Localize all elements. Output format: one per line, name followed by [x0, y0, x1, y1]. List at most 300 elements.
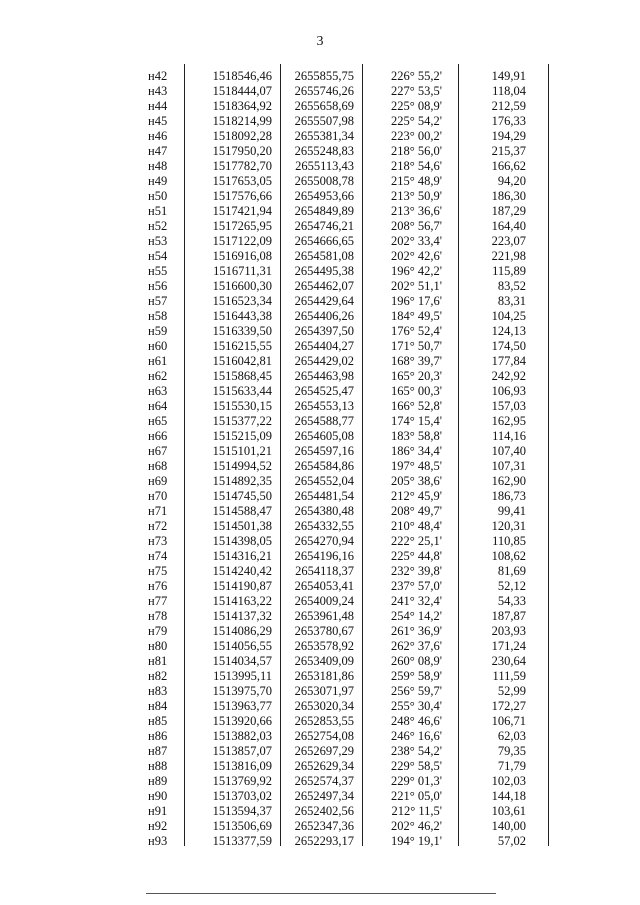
coord-y-cell: 2654196,16: [294, 549, 354, 563]
distance-cell: 157,03: [491, 399, 526, 413]
direction-angle-cell: 241° 32,4': [390, 594, 442, 608]
coord-y-cell: 2652293,17: [294, 834, 354, 848]
table-row: [124, 473, 548, 489]
distance-cell: 62,03: [497, 729, 526, 743]
table-row: [124, 488, 548, 504]
coord-y-cell: 2655008,78: [294, 174, 354, 188]
coord-y-cell: 2654270,94: [294, 534, 354, 548]
coord-x-cell: 1516523,34: [212, 294, 272, 308]
coord-y-cell: 2654397,50: [294, 324, 354, 338]
distance-cell: 166,62: [491, 159, 526, 173]
distance-cell: 108,62: [491, 549, 526, 563]
coord-y-cell: 2655248,83: [294, 144, 354, 158]
distance-cell: 103,61: [491, 804, 526, 818]
table-row: [124, 548, 548, 564]
coord-x-cell: 1513506,69: [212, 819, 272, 833]
table-row: [124, 623, 548, 639]
coord-x-cell: 1517265,95: [212, 219, 272, 233]
coord-y-cell: 2654429,64: [294, 294, 354, 308]
coord-y-cell: 2655855,75: [294, 69, 354, 83]
page-number: 3: [316, 34, 324, 49]
point-id-cell: н91: [148, 804, 168, 818]
table-row: [124, 683, 548, 699]
point-id-cell: н55: [148, 264, 168, 278]
coord-y-cell: 2654849,89: [294, 204, 354, 218]
point-id-cell: н87: [148, 744, 168, 758]
distance-cell: 144,18: [491, 789, 526, 803]
coord-x-cell: 1514316,21: [212, 549, 272, 563]
table-row: [124, 308, 548, 324]
coord-x-cell: 1513594,37: [212, 804, 272, 818]
direction-angle-cell: 237° 57,0': [390, 579, 442, 593]
distance-cell: 52,99: [497, 684, 526, 698]
distance-cell: 124,13: [491, 324, 526, 338]
table-row: [124, 368, 548, 384]
coord-y-cell: 2652697,29: [294, 744, 354, 758]
coord-x-cell: 1516711,31: [213, 264, 272, 278]
coord-y-cell: 2652629,34: [294, 759, 354, 773]
coord-x-cell: 1513816,09: [212, 759, 272, 773]
coord-y-cell: 2654429,02: [294, 354, 354, 368]
coord-x-cell: 1516916,08: [212, 249, 272, 263]
direction-angle-cell: 202° 33,4': [390, 234, 442, 248]
point-id-cell: н66: [148, 429, 168, 443]
coord-y-cell: 2654463,98: [294, 369, 354, 383]
distance-cell: 176,33: [491, 114, 526, 128]
table-row: [124, 653, 548, 669]
coord-x-cell: 1513920,66: [212, 714, 272, 728]
distance-cell: 203,93: [491, 624, 526, 638]
table-row: [124, 728, 548, 744]
point-id-cell: н79: [148, 624, 168, 638]
distance-cell: 79,35: [497, 744, 526, 758]
distance-cell: 174,50: [491, 339, 526, 353]
table-row: [124, 203, 548, 219]
distance-cell: 194,29: [491, 129, 526, 143]
direction-angle-cell: 202° 42,6': [390, 249, 442, 263]
table-row: [124, 608, 548, 624]
point-id-cell: н58: [148, 309, 168, 323]
distance-cell: 186,30: [491, 189, 526, 203]
point-id-cell: н68: [148, 459, 168, 473]
bottom-rule: [146, 893, 496, 894]
point-id-cell: н59: [148, 324, 168, 338]
point-id-cell: н47: [148, 144, 168, 158]
point-id-cell: н45: [148, 114, 168, 128]
point-id-cell: н43: [148, 84, 168, 98]
coord-y-cell: 2654584,86: [294, 459, 354, 473]
direction-angle-cell: 262° 37,6': [390, 639, 442, 653]
distance-cell: 164,40: [491, 219, 526, 233]
table-row: [124, 788, 548, 804]
point-id-cell: н51: [148, 204, 168, 218]
point-id-cell: н81: [148, 654, 168, 668]
distance-cell: 115,89: [492, 264, 526, 278]
distance-cell: 149,91: [491, 69, 526, 83]
point-id-cell: н76: [148, 579, 168, 593]
direction-angle-cell: 218° 54,6': [390, 159, 442, 173]
point-id-cell: н80: [148, 639, 168, 653]
point-id-cell: н44: [148, 99, 168, 113]
direction-angle-cell: 229° 01,3': [390, 774, 442, 788]
direction-angle-cell: 223° 00,2': [390, 129, 442, 143]
coord-x-cell: 1515101,21: [212, 444, 272, 458]
point-id-cell: н88: [148, 759, 168, 773]
coord-x-cell: 1514501,38: [212, 519, 272, 533]
point-id-cell: н62: [148, 369, 168, 383]
coord-x-cell: 1514745,50: [212, 489, 272, 503]
coord-y-cell: 2652574,37: [294, 774, 354, 788]
coord-y-cell: 2652754,08: [294, 729, 354, 743]
coord-x-cell: 1514398,05: [212, 534, 272, 548]
point-id-cell: н67: [148, 444, 168, 458]
coord-y-cell: 2653071,97: [294, 684, 354, 698]
table-row: [124, 128, 548, 144]
direction-angle-cell: 221° 05,0': [390, 789, 442, 803]
distance-cell: 99,41: [497, 504, 526, 518]
coord-y-cell: 2654588,77: [294, 414, 354, 428]
direction-angle-cell: 222° 25,1': [390, 534, 442, 548]
coord-y-cell: 2654525,47: [294, 384, 354, 398]
point-id-cell: н48: [148, 159, 168, 173]
coord-x-cell: 1514892,35: [212, 474, 272, 488]
point-id-cell: н83: [148, 684, 168, 698]
table-row: [124, 638, 548, 654]
distance-cell: 106,93: [491, 384, 526, 398]
table-row: [124, 338, 548, 354]
coord-y-cell: 2654553,13: [294, 399, 354, 413]
coord-y-cell: 2654495,38: [294, 264, 354, 278]
direction-angle-cell: 166° 52,8': [390, 399, 442, 413]
coord-x-cell: 1514034,57: [212, 654, 272, 668]
point-id-cell: н85: [148, 714, 168, 728]
distance-cell: 83,52: [497, 279, 526, 293]
direction-angle-cell: 174° 15,4': [390, 414, 442, 428]
direction-angle-cell: 218° 56,0': [390, 144, 442, 158]
point-id-cell: н86: [148, 729, 168, 743]
direction-angle-cell: 238° 54,2': [390, 744, 442, 758]
coord-x-cell: 1513377,59: [212, 834, 272, 848]
point-id-cell: н61: [148, 354, 168, 368]
direction-angle-cell: 212° 45,9': [390, 489, 442, 503]
point-id-cell: н82: [148, 669, 168, 683]
coord-x-cell: 1514137,32: [212, 609, 272, 623]
coord-x-cell: 1515377,22: [212, 414, 272, 428]
table-row: [124, 773, 548, 789]
table-row: [124, 713, 548, 729]
table-row: [124, 563, 548, 579]
direction-angle-cell: 176° 52,4': [390, 324, 442, 338]
distance-cell: 177,84: [491, 354, 526, 368]
coord-y-cell: 2654009,24: [294, 594, 354, 608]
point-id-cell: н42: [148, 69, 168, 83]
coord-x-cell: 1515215,09: [212, 429, 272, 443]
coord-y-cell: 2655381,34: [294, 129, 354, 143]
coord-x-cell: 1513703,02: [212, 789, 272, 803]
table-row: [124, 173, 548, 189]
coord-x-cell: 1517950,20: [212, 144, 272, 158]
point-id-cell: н75: [148, 564, 168, 578]
coord-x-cell: 1517122,09: [212, 234, 272, 248]
distance-cell: 223,07: [491, 234, 526, 248]
distance-cell: 230,64: [491, 654, 526, 668]
coord-y-cell: 2654118,37: [295, 564, 354, 578]
direction-angle-cell: 232° 39,8': [390, 564, 442, 578]
coord-x-cell: 1515530,15: [212, 399, 272, 413]
distance-cell: 107,40: [491, 444, 526, 458]
distance-cell: 106,71: [491, 714, 526, 728]
table-row: [124, 353, 548, 369]
coord-y-cell: 2652402,56: [294, 804, 354, 818]
point-id-cell: н72: [148, 519, 168, 533]
coord-x-cell: 1518092,28: [212, 129, 272, 143]
coord-y-cell: 2653020,34: [294, 699, 354, 713]
point-id-cell: н52: [148, 219, 168, 233]
table-row: [124, 98, 548, 114]
coord-x-cell: 1513975,70: [212, 684, 272, 698]
coord-x-cell: 1517782,70: [212, 159, 272, 173]
coord-y-cell: 2655658,69: [294, 99, 354, 113]
coord-y-cell: 2654666,65: [294, 234, 354, 248]
coord-y-cell: 2655507,98: [294, 114, 354, 128]
distance-cell: 118,04: [492, 84, 526, 98]
direction-angle-cell: 246° 16,6': [390, 729, 442, 743]
point-id-cell: н57: [148, 294, 168, 308]
coord-y-cell: 2654462,07: [294, 279, 354, 293]
coord-x-cell: 1514190,87: [212, 579, 272, 593]
point-id-cell: н93: [148, 834, 168, 848]
coord-y-cell: 2654332,55: [294, 519, 354, 533]
coord-y-cell: 2653578,92: [294, 639, 354, 653]
coord-x-cell: 1517653,05: [212, 174, 272, 188]
direction-angle-cell: 196° 42,2': [390, 264, 442, 278]
coord-x-cell: 1514240,42: [212, 564, 272, 578]
coord-y-cell: 2653409,09: [294, 654, 354, 668]
table-row: [124, 803, 548, 819]
coord-x-cell: 1514086,29: [212, 624, 272, 638]
coord-y-cell: 2655113,43: [295, 159, 354, 173]
distance-cell: 71,79: [497, 759, 526, 773]
table-row: [124, 593, 548, 609]
distance-cell: 162,90: [491, 474, 526, 488]
coord-y-cell: 2654597,16: [294, 444, 354, 458]
table-row: [124, 458, 548, 474]
coord-x-cell: 1513882,03: [212, 729, 272, 743]
table-row: [124, 578, 548, 594]
direction-angle-cell: 202° 51,1': [390, 279, 442, 293]
coord-y-cell: 2654953,66: [294, 189, 354, 203]
table-row: [124, 248, 548, 264]
coord-y-cell: 2654746,21: [294, 219, 354, 233]
table-row: [124, 503, 548, 519]
direction-angle-cell: 212° 11,5': [391, 804, 442, 818]
coord-x-cell: 1514588,47: [212, 504, 272, 518]
coord-x-cell: 1518444,07: [212, 84, 272, 98]
distance-cell: 186,73: [491, 489, 526, 503]
direction-angle-cell: 226° 55,2': [390, 69, 442, 83]
direction-angle-cell: 261° 36,9': [390, 624, 442, 638]
point-id-cell: н64: [148, 399, 168, 413]
distance-cell: 242,92: [491, 369, 526, 383]
coord-y-cell: 2652347,36: [294, 819, 354, 833]
coordinates-table: [124, 64, 548, 846]
direction-angle-cell: 248° 46,6': [390, 714, 442, 728]
distance-cell: 172,27: [491, 699, 526, 713]
coord-x-cell: 1518214,99: [212, 114, 272, 128]
point-id-cell: н73: [148, 534, 168, 548]
coord-x-cell: 1516215,55: [212, 339, 272, 353]
distance-cell: 162,95: [491, 414, 526, 428]
point-id-cell: н56: [148, 279, 168, 293]
coord-x-cell: 1518546,46: [212, 69, 272, 83]
coord-y-cell: 2652853,55: [294, 714, 354, 728]
distance-cell: 120,31: [491, 519, 526, 533]
direction-angle-cell: 255° 30,4': [390, 699, 442, 713]
distance-cell: 212,59: [491, 99, 526, 113]
point-id-cell: н92: [148, 819, 168, 833]
coord-y-cell: 2654404,27: [294, 339, 354, 353]
direction-angle-cell: 186° 34,4': [390, 444, 442, 458]
direction-angle-cell: 260° 08,9': [390, 654, 442, 668]
table-row: [124, 518, 548, 534]
column-divider: [548, 64, 549, 846]
direction-angle-cell: 254° 14,2': [390, 609, 442, 623]
coord-x-cell: 1515633,44: [212, 384, 272, 398]
point-id-cell: н78: [148, 609, 168, 623]
point-id-cell: н84: [148, 699, 168, 713]
table-row: [124, 68, 548, 84]
coord-y-cell: 2654053,41: [294, 579, 354, 593]
table-row: [124, 83, 548, 99]
coord-x-cell: 1517576,66: [212, 189, 272, 203]
distance-cell: 83,31: [497, 294, 526, 308]
point-id-cell: н54: [148, 249, 168, 263]
coord-x-cell: 1516443,38: [212, 309, 272, 323]
coord-x-cell: 1513769,92: [212, 774, 272, 788]
table-row: [124, 188, 548, 204]
direction-angle-cell: 202° 46,2': [390, 819, 442, 833]
table-row: [124, 293, 548, 309]
point-id-cell: н90: [148, 789, 168, 803]
table-row: [124, 413, 548, 429]
table-row: [124, 668, 548, 684]
point-id-cell: н77: [148, 594, 168, 608]
point-id-cell: н60: [148, 339, 168, 353]
coord-x-cell: 1518364,92: [212, 99, 272, 113]
table-row: [124, 533, 548, 549]
direction-angle-cell: 171° 50,7': [390, 339, 442, 353]
direction-angle-cell: 196° 17,6': [390, 294, 442, 308]
coord-x-cell: 1513995,11: [213, 669, 272, 683]
distance-cell: 221,98: [491, 249, 526, 263]
direction-angle-cell: 165° 20,3': [390, 369, 442, 383]
distance-cell: 102,03: [491, 774, 526, 788]
distance-cell: 54,33: [497, 594, 526, 608]
coord-x-cell: 1514994,52: [212, 459, 272, 473]
coord-x-cell: 1514056,55: [212, 639, 272, 653]
coord-y-cell: 2654481,54: [294, 489, 354, 503]
point-id-cell: н89: [148, 774, 168, 788]
coord-x-cell: 1515868,45: [212, 369, 272, 383]
distance-cell: 110,85: [492, 534, 526, 548]
distance-cell: 52,12: [497, 579, 526, 593]
coord-y-cell: 2654380,48: [294, 504, 354, 518]
distance-cell: 57,02: [497, 834, 526, 848]
point-id-cell: н74: [148, 549, 168, 563]
distance-cell: 187,87: [491, 609, 526, 623]
table-row: [124, 758, 548, 774]
table-row: [124, 383, 548, 399]
direction-angle-cell: 259° 58,9': [390, 669, 442, 683]
table-row: [124, 218, 548, 234]
coord-y-cell: 2653961,48: [294, 609, 354, 623]
distance-cell: 81,69: [497, 564, 526, 578]
coord-y-cell: 2652497,34: [294, 789, 354, 803]
coord-y-cell: 2654552,04: [294, 474, 354, 488]
table-row: [124, 833, 548, 849]
point-id-cell: н53: [148, 234, 168, 248]
table-row: [124, 443, 548, 459]
distance-cell: 215,37: [491, 144, 526, 158]
distance-cell: 111,59: [492, 669, 526, 683]
coord-y-cell: 2654605,08: [294, 429, 354, 443]
direction-angle-cell: 194° 19,1': [390, 834, 442, 848]
direction-angle-cell: 184° 49,5': [390, 309, 442, 323]
point-id-cell: н50: [148, 189, 168, 203]
distance-cell: 171,24: [491, 639, 526, 653]
coord-y-cell: 2653780,67: [294, 624, 354, 638]
point-id-cell: н49: [148, 174, 168, 188]
direction-angle-cell: 225° 44,8': [390, 549, 442, 563]
table-row: [124, 698, 548, 714]
table-row: [124, 323, 548, 339]
direction-angle-cell: 213° 36,6': [390, 204, 442, 218]
table-row: [124, 143, 548, 159]
direction-angle-cell: 225° 54,2': [390, 114, 442, 128]
coord-x-cell: 1513963,77: [212, 699, 272, 713]
table-row: [124, 158, 548, 174]
point-id-cell: н69: [148, 474, 168, 488]
coord-x-cell: 1513857,07: [212, 744, 272, 758]
table-row: [124, 743, 548, 759]
coord-y-cell: 2653181,86: [294, 669, 354, 683]
direction-angle-cell: 215° 48,9': [390, 174, 442, 188]
direction-angle-cell: 205° 38,6': [390, 474, 442, 488]
direction-angle-cell: 168° 39,7': [390, 354, 442, 368]
coord-y-cell: 2655746,26: [294, 84, 354, 98]
direction-angle-cell: 227° 53,5': [390, 84, 442, 98]
point-id-cell: н70: [148, 489, 168, 503]
direction-angle-cell: 229° 58,5': [390, 759, 442, 773]
table-row: [124, 818, 548, 834]
distance-cell: 187,29: [491, 204, 526, 218]
coord-x-cell: 1517421,94: [212, 204, 272, 218]
direction-angle-cell: 225° 08,9': [390, 99, 442, 113]
direction-angle-cell: 256° 59,7': [390, 684, 442, 698]
table-row: [124, 428, 548, 444]
coord-x-cell: 1516042,81: [212, 354, 272, 368]
distance-cell: 140,00: [491, 819, 526, 833]
direction-angle-cell: 208° 56,7': [390, 219, 442, 233]
direction-angle-cell: 183° 58,8': [390, 429, 442, 443]
distance-cell: 114,16: [492, 429, 526, 443]
direction-angle-cell: 197° 48,5': [390, 459, 442, 473]
direction-angle-cell: 210° 48,4': [390, 519, 442, 533]
distance-cell: 94,20: [497, 174, 526, 188]
table-row: [124, 398, 548, 414]
point-id-cell: н65: [148, 414, 168, 428]
distance-cell: 104,25: [491, 309, 526, 323]
